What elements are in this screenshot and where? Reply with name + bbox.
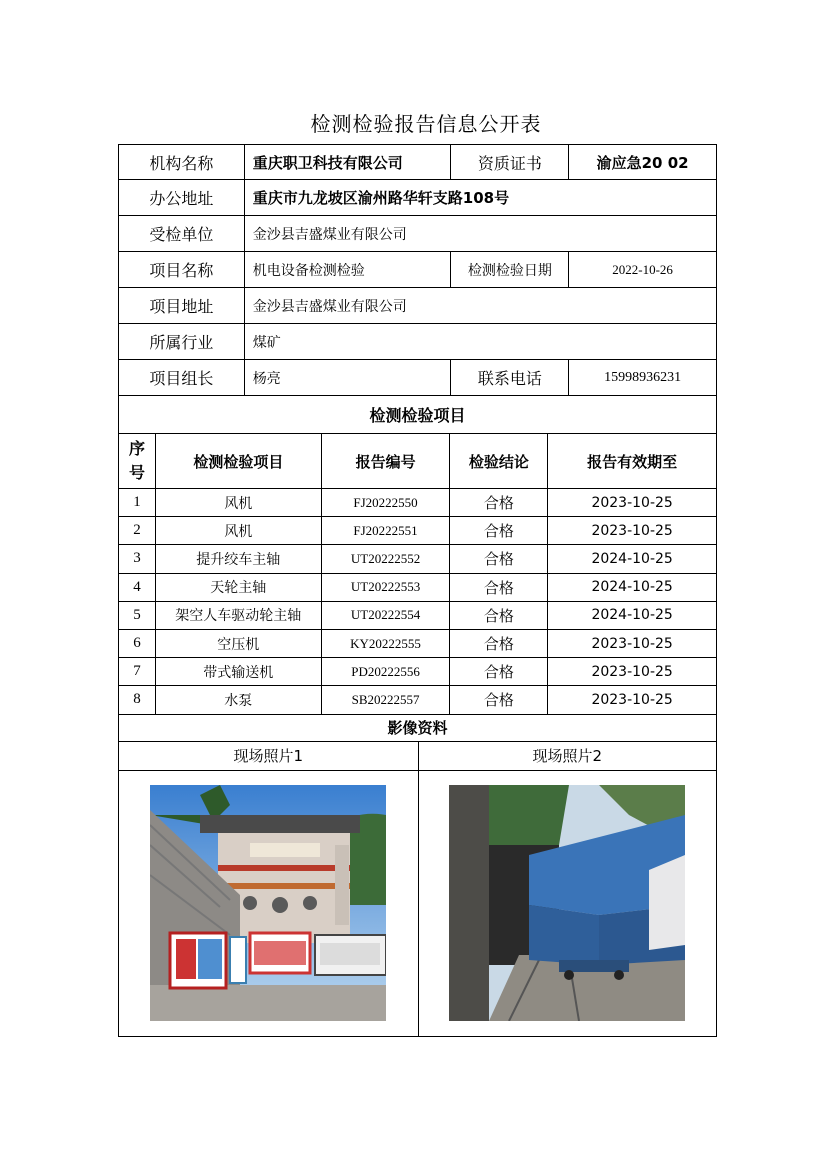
table-row	[118, 545, 717, 573]
items-heading-row	[118, 396, 717, 434]
photo1-label: 现场照片1	[119, 742, 419, 771]
row-valid-until: 2023-10-25	[548, 517, 717, 545]
items-list	[118, 489, 717, 715]
row-seq: 8	[119, 686, 156, 714]
row-result: 合格	[450, 574, 548, 602]
header-seq: 序号	[119, 434, 156, 489]
photo2-cell	[419, 771, 718, 1037]
header-report-no: 报告编号	[322, 434, 451, 489]
inspected-label: 受检单位	[119, 216, 245, 252]
row-report-no: PD20222556	[322, 658, 451, 686]
industry-row	[118, 324, 717, 360]
row-result: 合格	[450, 602, 548, 630]
row-seq: 2	[119, 517, 156, 545]
row-result: 合格	[450, 630, 548, 658]
address-label: 办公地址	[119, 180, 245, 216]
row-valid-until: 2024-10-25	[548, 602, 717, 630]
row-report-no: UT20222552	[322, 545, 451, 573]
images-heading: 影像资料	[119, 715, 717, 742]
project-row	[118, 252, 717, 288]
row-report-no: UT20222554	[322, 602, 451, 630]
row-report-no: UT20222553	[322, 574, 451, 602]
org-label: 机构名称	[119, 144, 245, 180]
row-seq: 4	[119, 574, 156, 602]
row-result: 合格	[450, 545, 548, 573]
table-row	[118, 517, 717, 545]
row-result: 合格	[450, 489, 548, 517]
row-seq: 6	[119, 630, 156, 658]
project-value: 机电设备检测检验	[245, 252, 452, 288]
report-grid	[118, 144, 717, 1037]
row-seq: 3	[119, 545, 156, 573]
header-result: 检验结论	[450, 434, 548, 489]
header-item: 检测检验项目	[156, 434, 322, 489]
row-valid-until: 2023-10-25	[548, 489, 717, 517]
row-item: 风机	[156, 517, 322, 545]
project-address-label: 项目地址	[119, 288, 245, 324]
project-label: 项目名称	[119, 252, 245, 288]
row-item: 提升绞车主轴	[156, 545, 322, 573]
leader-row	[118, 360, 717, 396]
row-item: 风机	[156, 489, 322, 517]
address-value: 重庆市九龙坡区渝州路华轩支路108号	[245, 180, 717, 216]
row-item: 天轮主轴	[156, 574, 322, 602]
row-item: 架空人车驱动轮主轴	[156, 602, 322, 630]
table-row	[118, 602, 717, 630]
cert-label: 资质证书	[451, 144, 569, 180]
photo2-label: 现场照片2	[419, 742, 718, 771]
table-row	[118, 489, 717, 517]
date-value: 2022-10-26	[569, 252, 717, 288]
row-report-no: FJ20222550	[322, 489, 451, 517]
leader-label: 项目组长	[119, 360, 245, 396]
leader-value: 杨亮	[245, 360, 452, 396]
inspected-row	[118, 216, 717, 252]
photo1-cell	[119, 771, 419, 1037]
row-report-no: SB20222557	[322, 686, 451, 714]
table-row	[118, 574, 717, 602]
row-item: 空压机	[156, 630, 322, 658]
industry-value: 煤矿	[245, 324, 717, 360]
project-address-value: 金沙县吉盛煤业有限公司	[245, 288, 717, 324]
row-valid-until: 2023-10-25	[548, 686, 717, 714]
row-valid-until: 2023-10-25	[548, 658, 717, 686]
row-item: 水泵	[156, 686, 322, 714]
date-label: 检测检验日期	[451, 252, 569, 288]
table-row	[118, 630, 717, 658]
cert-value: 渝应急20 02	[569, 144, 717, 180]
address-row	[118, 180, 717, 216]
org-row	[118, 144, 717, 180]
header-valid-until: 报告有效期至	[548, 434, 717, 489]
row-item: 带式输送机	[156, 658, 322, 686]
row-result: 合格	[450, 686, 548, 714]
row-valid-until: 2024-10-25	[548, 574, 717, 602]
phone-value: 15998936231	[569, 360, 717, 396]
items-heading: 检测检验项目	[119, 396, 717, 434]
photos-row	[118, 771, 717, 1037]
row-result: 合格	[450, 517, 548, 545]
items-header-row	[118, 434, 717, 489]
row-seq: 1	[119, 489, 156, 517]
org-value: 重庆职卫科技有限公司	[245, 144, 452, 180]
row-report-no: FJ20222551	[322, 517, 451, 545]
project-address-row	[118, 288, 717, 324]
industry-label: 所属行业	[119, 324, 245, 360]
row-valid-until: 2024-10-25	[548, 545, 717, 573]
site-photo-equipment	[449, 785, 685, 1021]
row-valid-until: 2023-10-25	[548, 630, 717, 658]
row-seq: 7	[119, 658, 156, 686]
site-photo-building	[150, 785, 386, 1021]
row-report-no: KY20222555	[322, 630, 451, 658]
table-row	[118, 686, 717, 714]
images-heading-row	[118, 715, 717, 742]
phone-label: 联系电话	[451, 360, 569, 396]
row-result: 合格	[450, 658, 548, 686]
table-row	[118, 658, 717, 686]
page-title: 检测检验报告信息公开表	[310, 112, 542, 136]
row-seq: 5	[119, 602, 156, 630]
inspected-value: 金沙县吉盛煤业有限公司	[245, 216, 717, 252]
photo-labels-row	[118, 742, 717, 771]
